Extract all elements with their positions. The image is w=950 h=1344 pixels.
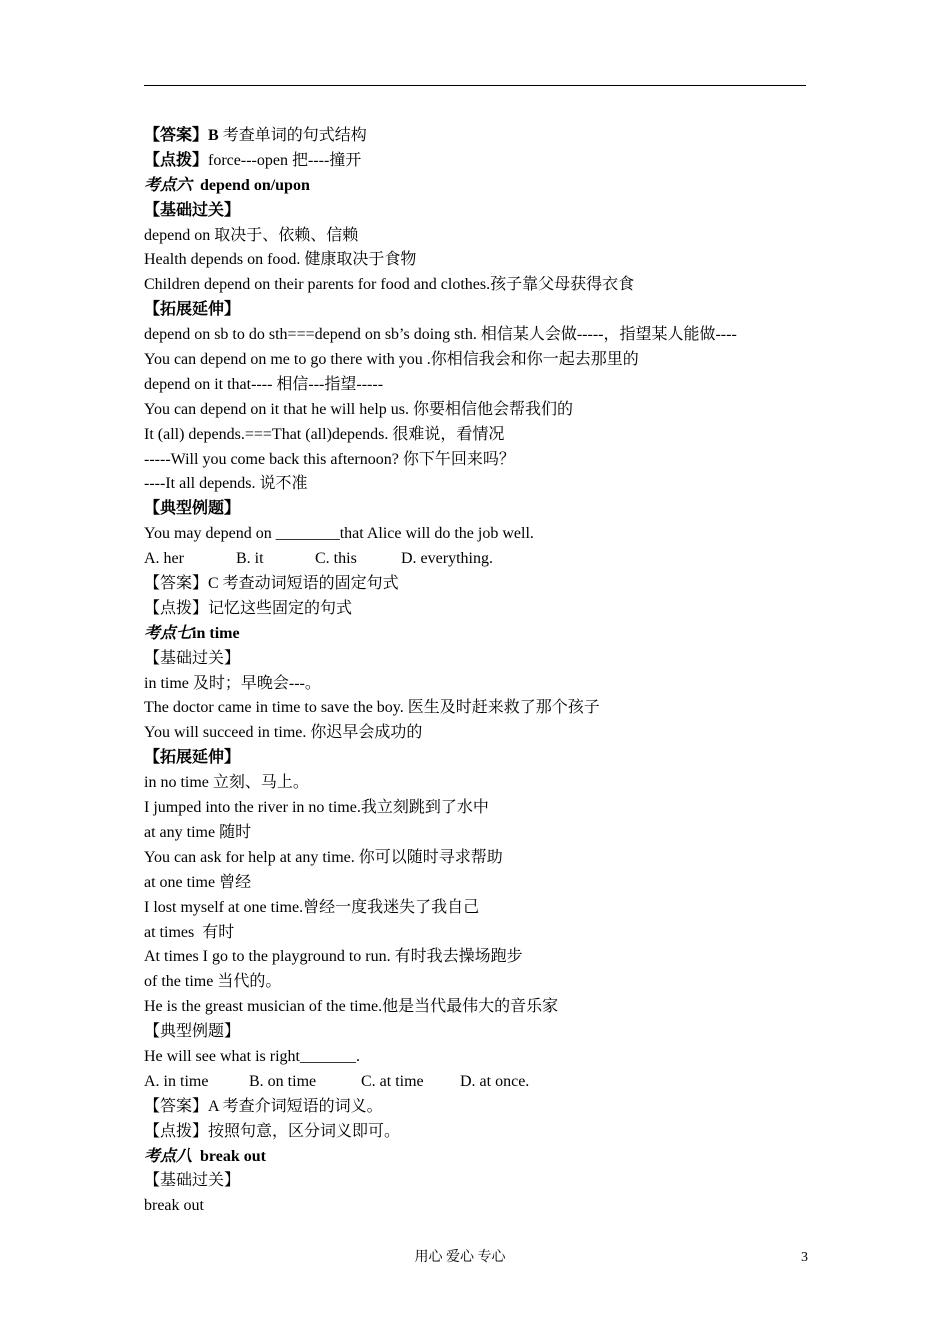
text-line xyxy=(144,149,806,174)
text-line xyxy=(144,522,806,547)
text-run: I lost myself at one time.曾经一度我迷失了我自己 xyxy=(144,898,480,916)
text-line xyxy=(144,1169,806,1194)
text-line xyxy=(144,1194,806,1219)
text-run: ----It all depends. 说不准 xyxy=(144,475,308,493)
text-line xyxy=(144,224,806,249)
text-run: 【答案】A 考查介词短语的词义。 xyxy=(144,1097,383,1115)
answer-option: C. at time xyxy=(361,1072,424,1090)
text-line xyxy=(144,945,806,970)
bold-text: 【拓展延伸】 xyxy=(144,301,241,319)
text-line xyxy=(144,921,806,946)
text-run: The doctor came in time to save the boy. 医生及时赶来救了那个孩子 xyxy=(144,699,600,717)
answer-options xyxy=(144,1070,806,1095)
text-run: He will see what is right_______. xyxy=(144,1047,360,1065)
bold-text: 【基础过关】 xyxy=(144,201,241,219)
text-run: at times 有时 xyxy=(144,923,235,941)
text-run: You can depend on me to go there with you .你相信我会和你一起去那里的 xyxy=(144,351,639,369)
text-line xyxy=(144,497,806,522)
text-run: break out xyxy=(144,1197,204,1215)
text-line xyxy=(144,1020,806,1045)
answer-option: B. on time xyxy=(249,1072,317,1090)
text-line xyxy=(144,248,806,273)
text-run: At times I go to the playground to run. 有时我去操场跑步 xyxy=(144,948,523,966)
text-line xyxy=(144,1045,806,1070)
text-line xyxy=(144,348,806,373)
header-rule xyxy=(144,85,806,86)
text-run: Children depend on their parents for food and clothes.孩子靠父母获得衣食 xyxy=(144,276,635,294)
page-footer xyxy=(0,1248,950,1268)
text-line xyxy=(144,199,806,224)
text-line xyxy=(144,124,806,149)
text-run: I jumped into the river in no time.我立刻跳到了水中 xyxy=(144,799,489,817)
text-run: depend on 取决于、依赖、信赖 xyxy=(144,226,359,244)
text-run: at any time 随时 xyxy=(144,823,252,841)
text-line xyxy=(144,323,806,348)
text-run: 【点拨】按照句意，区分词义即可。 xyxy=(144,1122,401,1140)
text-run: at one time 曾经 xyxy=(144,873,252,891)
bold-text: depend on/upon xyxy=(192,176,310,194)
answer-option: B. it xyxy=(236,550,264,568)
document-body xyxy=(144,124,806,1219)
text-run: You can ask for help at any time. 你可以随时寻求帮助 xyxy=(144,848,503,866)
text-run: 【答案】C 考查动词短语的固定句式 xyxy=(144,575,399,593)
text-run: -----Will you come back this afternoon? 你下午回来吗？ xyxy=(144,450,515,468)
answer-option: A. in time xyxy=(144,1072,209,1090)
bold-text: 【点拨】 xyxy=(144,151,209,169)
text-line xyxy=(144,472,806,497)
text-run: You can depend on it that he will help us. 你要相信他会帮我们的 xyxy=(144,400,574,418)
text-line xyxy=(144,373,806,398)
text-line xyxy=(144,298,806,323)
text-line xyxy=(144,597,806,622)
text-run: He is the greast musician of the time.他是当代最伟大的音乐家 xyxy=(144,998,559,1016)
answer-option: D. at once. xyxy=(460,1072,530,1090)
text-line xyxy=(144,672,806,697)
text-line xyxy=(144,398,806,423)
text-run: 【典型例题】 xyxy=(144,1023,241,1041)
text-run: of the time 当代的。 xyxy=(144,973,282,991)
answer-option: A. her xyxy=(144,550,184,568)
text-line xyxy=(144,796,806,821)
text-line xyxy=(144,273,806,298)
answer-options xyxy=(144,547,806,572)
text-run: It (all) depends.===That (all)depends. 很难说，看情况 xyxy=(144,425,505,443)
text-run: 【基础过关】 xyxy=(144,649,241,667)
text-line xyxy=(144,1095,806,1120)
section-heading: 考点六 xyxy=(144,176,193,194)
text-line xyxy=(144,174,806,199)
text-run: force---open 把----撞开 xyxy=(208,151,362,169)
text-line xyxy=(144,771,806,796)
text-line xyxy=(144,696,806,721)
text-run: depend on sb to do sth===depend on sb’s doing sth. 相信某人会做-----，指望某人能做---- xyxy=(144,326,737,344)
text-run: in no time 立刻、马上。 xyxy=(144,774,309,792)
text-line xyxy=(144,970,806,995)
section-heading: 考点八 xyxy=(144,1147,193,1165)
text-line xyxy=(144,721,806,746)
text-line xyxy=(144,622,806,647)
text-line xyxy=(144,572,806,597)
text-line xyxy=(144,846,806,871)
bold-text: 【拓展延伸】 xyxy=(144,749,241,767)
text-line xyxy=(144,1145,806,1170)
text-run: Health depends on food. 健康取决于食物 xyxy=(144,251,417,269)
text-run: depend on it that---- 相信---指望----- xyxy=(144,375,384,393)
footer-motto: 用心 爱心 专心 xyxy=(414,1250,506,1265)
answer-option: D. everything. xyxy=(401,550,493,568)
bold-text: 【答案】B xyxy=(144,127,223,144)
bold-text: break out xyxy=(192,1147,266,1165)
text-line xyxy=(144,896,806,921)
section-heading: 考点七 xyxy=(144,624,193,642)
text-line xyxy=(144,746,806,771)
text-line xyxy=(144,423,806,448)
text-line xyxy=(144,647,806,672)
text-line xyxy=(144,995,806,1020)
bold-text: in time xyxy=(192,624,240,642)
text-line xyxy=(144,821,806,846)
text-run: 【点拨】记忆这些固定的句式 xyxy=(144,599,353,617)
text-run: 考查单词的句式结构 xyxy=(222,127,367,144)
text-line xyxy=(144,871,806,896)
text-run: You will succeed in time. 你迟早会成功的 xyxy=(144,724,423,742)
text-run: in time 及时；早晚会---。 xyxy=(144,674,321,692)
text-line xyxy=(144,448,806,473)
bold-text: 【典型例题】 xyxy=(144,500,241,518)
answer-option: C. this xyxy=(315,550,357,568)
text-line xyxy=(144,1120,806,1145)
text-run: 【基础过关】 xyxy=(144,1172,241,1190)
text-run: You may depend on ________that Alice will do the job well. xyxy=(144,525,534,543)
page-number: 3 xyxy=(801,1250,808,1265)
